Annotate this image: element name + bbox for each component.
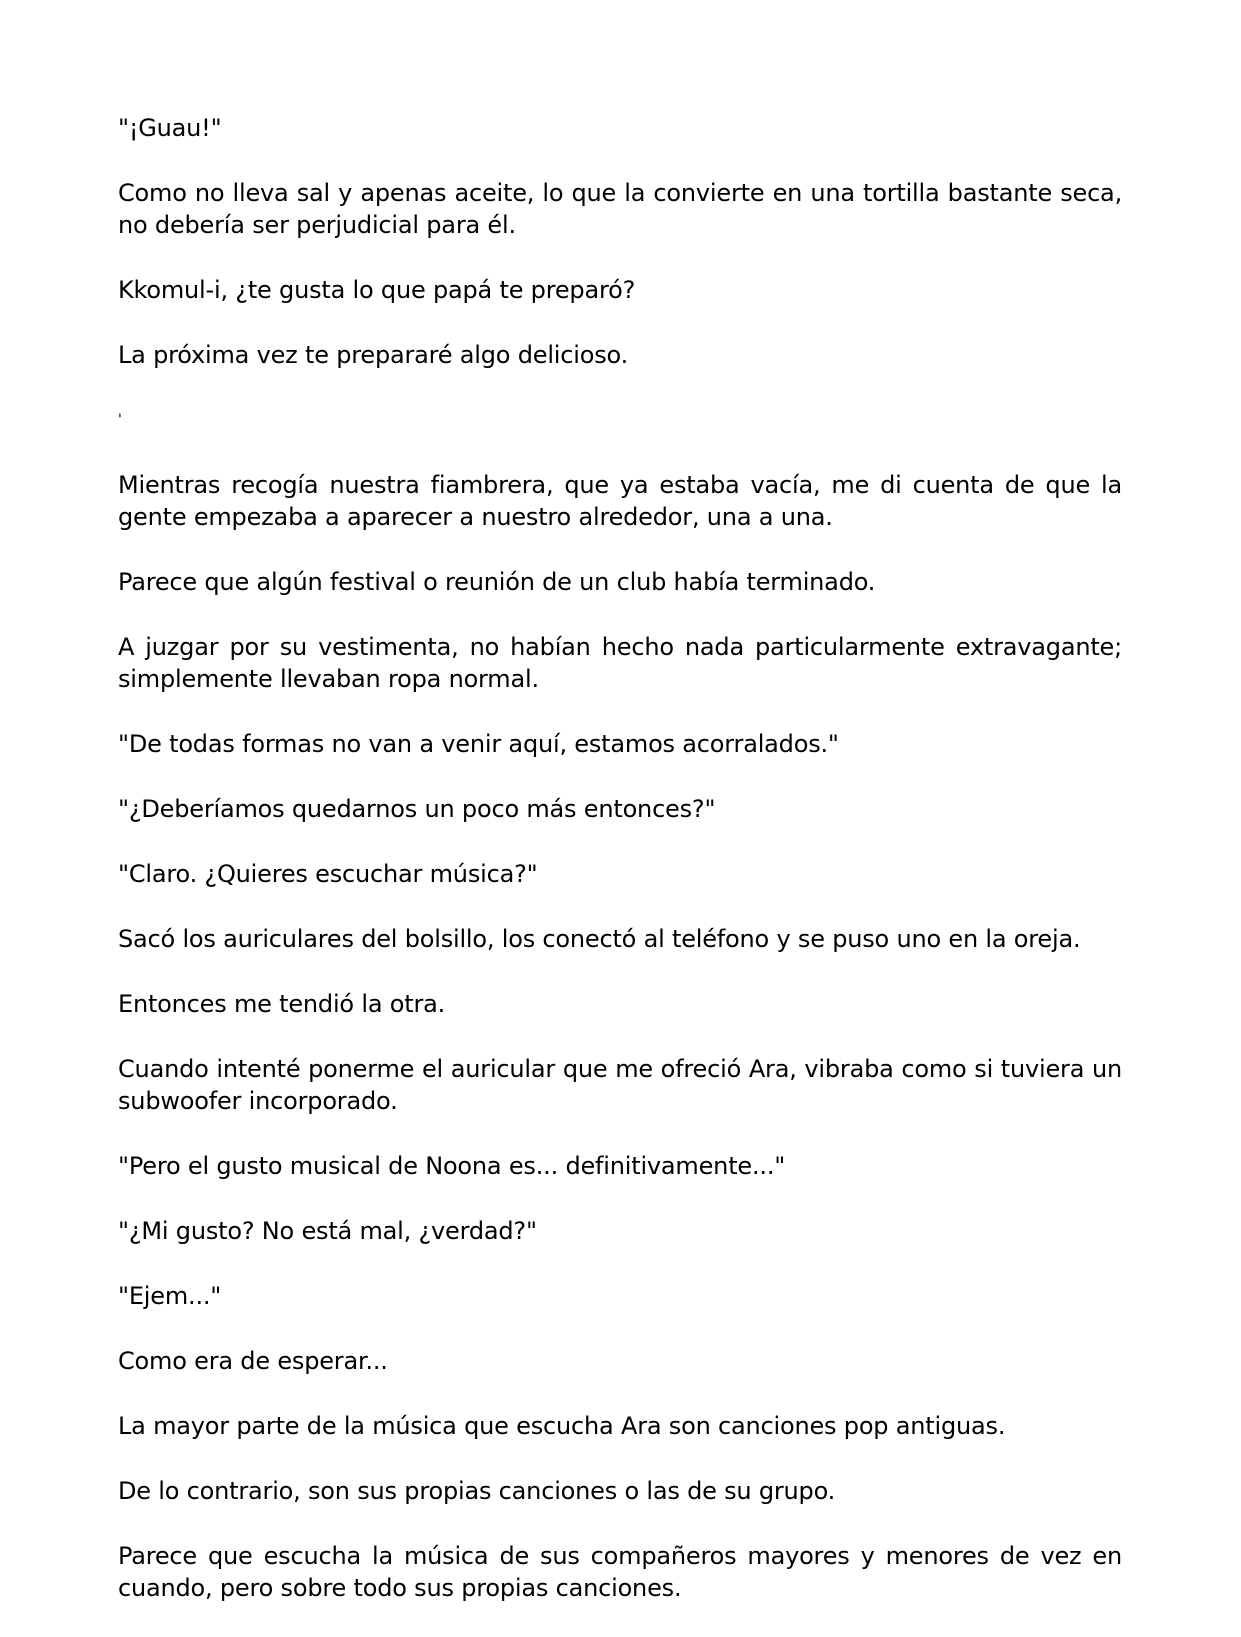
- paragraph: Cuando intenté ponerme el auricular que me ofreció Ara, vibraba como si tuviera un subwoofer incorporado.: [118, 1055, 1122, 1115]
- document-page: [118, 112, 1122, 1637]
- stray-mark: ': [118, 412, 122, 428]
- paragraph: "¿Mi gusto? No está mal, ¿verdad?": [118, 1217, 537, 1245]
- paragraph: Entonces me tendió la otra.: [118, 990, 446, 1018]
- paragraph: La mayor parte de la música que escucha Ara son canciones pop antiguas.: [118, 1412, 1006, 1440]
- paragraph: "Claro. ¿Quieres escuchar música?": [118, 860, 538, 888]
- paragraph: Kkomul-i, ¿te gusta lo que papá te preparó?: [118, 276, 636, 304]
- paragraph: La próxima vez te prepararé algo delicioso.: [118, 341, 629, 369]
- paragraph: Parece que algún festival o reunión de un club había terminado.: [118, 568, 876, 596]
- paragraph: "De todas formas no van a venir aquí, estamos acorralados.": [118, 730, 839, 758]
- paragraph: "Ejem...": [118, 1282, 222, 1310]
- paragraph: A juzgar por su vestimenta, no habían hecho nada particularmente extravagante; simplemente llevaban ropa normal.: [118, 633, 1122, 693]
- paragraph: "¡Guau!": [118, 114, 222, 142]
- paragraph: "¿Deberíamos quedarnos un poco más entonces?": [118, 795, 716, 823]
- paragraph: Mientras recogía nuestra fiambrera, que ya estaba vacía, me di cuenta de que la gente empezaba a aparecer a nuestro alrededor, una a una.: [118, 471, 1122, 531]
- paragraph: Como era de esperar...: [118, 1347, 388, 1375]
- paragraph: Como no lleva sal y apenas aceite, lo que la convierte en una tortilla bastante seca, no debería ser perjudicial para él.: [118, 179, 1122, 239]
- paragraph: De lo contrario, son sus propias canciones o las de su grupo.: [118, 1477, 836, 1505]
- paragraph: Parece que escucha la música de sus compañeros mayores y menores de vez en cuando, pero sobre todo sus propias canciones.: [118, 1542, 1122, 1602]
- paragraph: Sacó los auriculares del bolsillo, los conectó al teléfono y se puso uno en la oreja.: [118, 925, 1081, 953]
- paragraph: "Pero el gusto musical de Noona es... definitivamente...": [118, 1152, 786, 1180]
